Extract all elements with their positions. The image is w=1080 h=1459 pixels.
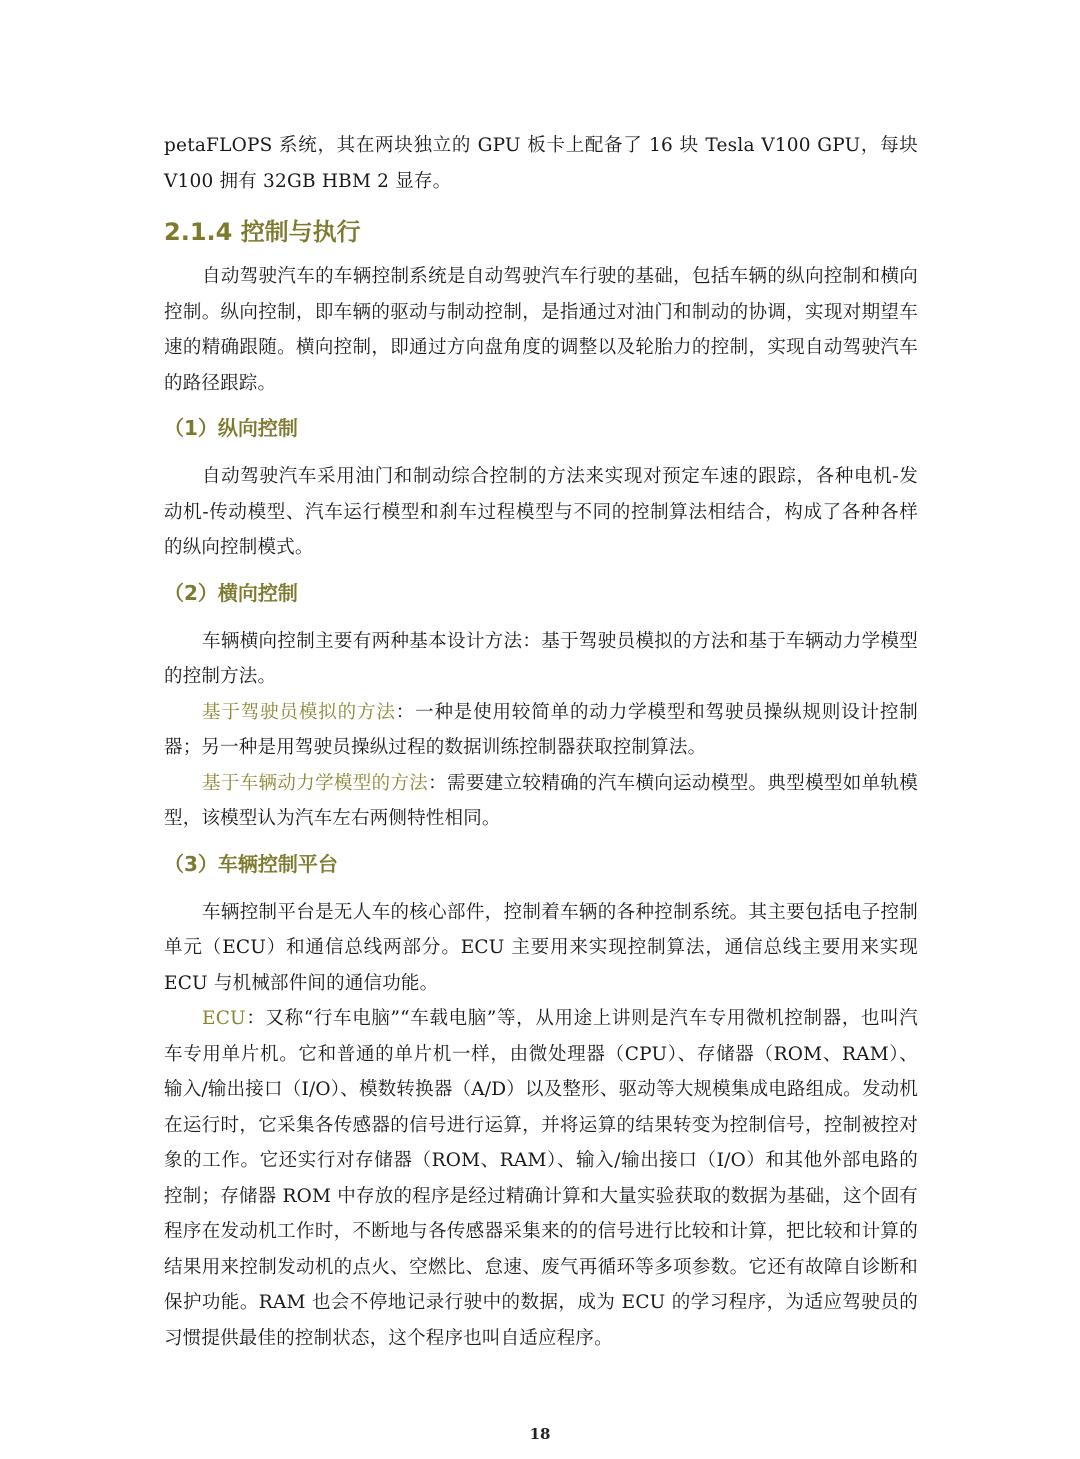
longitudinal-paragraph: 自动驾驶汽车采用油门和制动综合控制的方法来实现对预定车速的跟踪，各种电机-发动机-传动模型、汽车运行模型和刹车过程模型与不同的控制算法相结合，构成了各种各样的纵向控制模式。 <box>164 466 918 558</box>
driver-model-label: 基于驾驶员模拟的方法 <box>202 701 396 723</box>
ecu-label: ECU <box>202 1008 246 1029</box>
section-heading: 2.1.4 控制与执行 <box>164 218 361 246</box>
subsection-heading-platform: （3）车辆控制平台 <box>164 851 338 876</box>
document-body <box>164 128 918 1356</box>
dynamics-model-text: ：需要建立较精确的汽车横向运动模型。典型模型如单轨模型，该模型认为汽车左右两侧特性相同。 <box>164 772 919 829</box>
dynamics-model-label: 基于车辆动力学模型的方法 <box>202 772 429 794</box>
lateral-paragraph: 车辆横向控制主要有两种基本设计方法：基于驾驶员模拟的方法和基于车辆动力学模型的控制方法。 <box>164 630 918 687</box>
subsection-heading-lateral: （2）横向控制 <box>164 580 298 605</box>
intro-paragraph: petaFLOPS 系统，其在两块独立的 GPU 板卡上配备了 16 块 Tesla V100 GPU，每块 V100 拥有 32GB HBM 2 显存。 <box>164 135 918 192</box>
ecu-paragraph <box>164 1001 918 1356</box>
dynamics-model-paragraph <box>164 766 918 837</box>
page-number: 18 <box>529 1425 551 1443</box>
subsection-heading-longitudinal: （1）纵向控制 <box>164 416 298 440</box>
ecu-text: ：又称“行车电脑”“车载电脑”等，从用途上讲则是汽车专用微机控制器，也叫汽车专用单片机。它和普通的单片机一样，由微处理器（CPU）、存储器（ROM、RAM）、输入/输出接口（I/O）、模数转换器（A/D）以及整形、驱动等大规模集成电路组成。发动机在运行时，它采集各传感器的信号进行运算，并将运算的结果转变为控制信号，控制被控对象的工作。它还实行对存储器（ROM、RAM）、输入/输出接口（I/O）和其他外部电路的控制；存储器 ROM 中存放的程序是经过精确计算和大量实验获取的数据为基础，这个固有程序在发动机工作时，不断地与各传感器采集来的的信号进行比较和计算，把比较和计算的结果用来控制发动机的点火、空燃比、怠速、废气再循环等多项参数。它还有故障自诊断和保护功能。RAM 也会不停地记录行驶中的数据，成为 ECU 的学习程序，为适应驾驶员的习惯提供最佳的控制状态，这个程序也叫自适应程序。 <box>164 1008 918 1349</box>
section-intro-paragraph: 自动驾驶汽车的车辆控制系统是自动驾驶汽车行驶的基础，包括车辆的纵向控制和横向控制。纵向控制，即车辆的驱动与制动控制，是指通过对油门和制动的协调，实现对期望车速的精确跟随。横向控制，即通过方向盘角度的调整以及轮胎力的控制，实现自动驾驶汽车的路径跟踪。 <box>164 266 918 394</box>
driver-model-paragraph <box>164 695 918 766</box>
driver-model-text: ：一种是使用较简单的动力学模型和驾驶员操纵规则设计控制器；另一种是用驾驶员操纵过程的数据训练控制器获取控制算法。 <box>164 701 918 758</box>
platform-paragraph: 车辆控制平台是无人车的核心部件，控制着车辆的各种控制系统。其主要包括电子控制单元（ECU）和通信总线两部分。ECU 主要用来实现控制算法，通信总线主要用来实现 ECU 与机械部件间的通信功能。 <box>164 901 918 994</box>
